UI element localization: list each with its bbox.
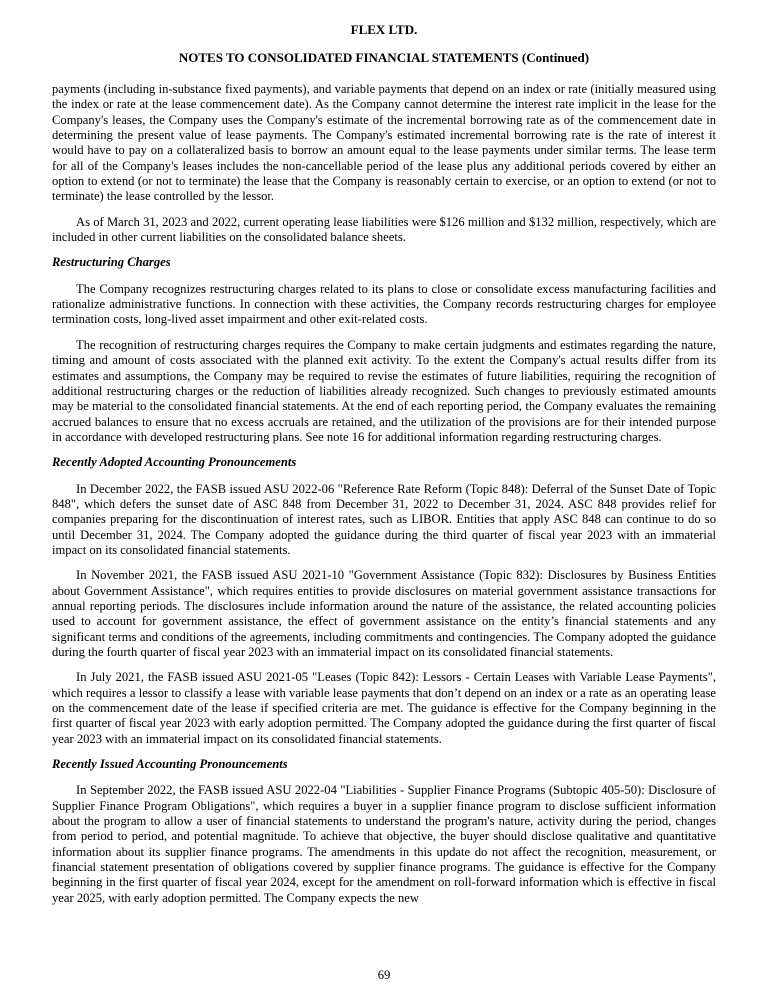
paragraph-operating-lease-liabilities: As of March 31, 2023 and 2022, current operating lease liabilities were $126 million and $132 million, respectively, which are included in other current liabilities on the consolidated balance sheets. xyxy=(52,214,716,245)
paragraph-restructuring-recognition: The Company recognizes restructuring charges related to its plans to close or consolidate excess manufacturing facilities and rationalize administrative functions. In connection with these activities, the Company records restructuring charges for employee termination costs, long-lived asset impairment and other exit-related costs. xyxy=(52,281,716,327)
paragraph-asu-2021-05: In July 2021, the FASB issued ASU 2021-05 "Leases (Topic 842): Lessors - Certain Leases with Variable Lease Payments", which requires a lessor to classify a lease with variable lease payments that don’t depend on an index or a rate as an operating lease on the commencement date of the lease if specified criteria are met. The guidance is effective for the Company beginning in the first quarter of fiscal year 2023 with early adoption permitted. The Company adopted the guidance during the first quarter of fiscal year 2023 with an immaterial impact on its consolidated financial statements. xyxy=(52,670,716,746)
paragraph-lease-continuation: payments (including in-substance fixed payments), and variable payments that depend on an index or rate (initially measured using the index or rate at the lease commencement date). As the Company cannot determine the interest rate implicit in the lease for the Company's leases, the Company uses the Company's estimate of the incremental borrowing rate as of the commencement date in determining the present value of lease payments. The Company's estimated incremental borrowing rate is the rate of interest it would have to pay on a collateralized basis to borrow an amount equal to the lease payments under similar terms. The lease term for all of the Company's leases includes the non-cancellable period of the lease plus any additional periods covered by either an option to extend (or not to terminate) the lease that the Company is reasonably certain to exercise, or an option to extend (or not to terminate) the lease controlled by the lessor. xyxy=(52,82,716,204)
company-name: FLEX LTD. xyxy=(350,22,418,37)
paragraph-asu-2022-04: In September 2022, the FASB issued ASU 2022-04 "Liabilities - Supplier Finance Programs (Subtopic 405-50): Disclosure of Supplier Finance Program Obligations", which requires a buyer in a supplier finance program to disclose sufficient information about the program to allow a user of financial statements to understand the program's nature, activity during the period, changes from period to period, and potential magnitude. To achieve that objective, the buyer should disclose qualitative and quantitative information about its supplier finance programs. The amendments in this update do not affect the recognition, measurement, or financial statement presentation of obligations covered by supplier finance programs. The guidance is effective for the Company beginning in the first quarter of fiscal year 2024, except for the amendment on roll-forward information which is effective in fiscal year 2025, with early adoption permitted. The Company expects the new xyxy=(52,783,716,905)
document-title: NOTES TO CONSOLIDATED FINANCIAL STATEMENTS (Continued) xyxy=(178,50,590,65)
paragraph-asu-2021-10: In November 2021, the FASB issued ASU 2021-10 "Government Assistance (Topic 832): Disclosures by Business Entities about Government Assistance", which requires entities to provide disclosures on material government assistance transactions for annual reporting periods. The disclosures include information around the nature of the assistance, the related accounting policies used to account for government assistance, the effect of government assistance on the entity’s financial statements and any significant terms and conditions of the agreements, including commitments and contingencies. The Company adopted the guidance during the fourth quarter of fiscal year 2023 with an immaterial impact on its consolidated financial statements. xyxy=(52,568,716,659)
paragraph-asu-2022-06: In December 2022, the FASB issued ASU 2022-06 "Reference Rate Reform (Topic 848): Deferral of the Sunset Date of Topic 848", which defers the sunset date of ASC 848 from December 31, 2022 to December 31, 2024. ASC 848 provides relief for companies preparing for the discontinuation of interest rates, such as LIBOR. Entities that apply ASC 848 can continue to do so until December 31, 2024. The Company adopted the guidance during the third quarter of fiscal year 2023 with an immaterial impact on its consolidated financial statements. xyxy=(52,481,716,557)
section-heading-restructuring-charges: Restructuring Charges xyxy=(52,255,171,270)
section-heading-recently-issued: Recently Issued Accounting Pronouncements xyxy=(52,757,288,772)
section-heading-recently-adopted: Recently Adopted Accounting Pronouncements xyxy=(52,455,297,470)
document-header xyxy=(52,22,716,65)
page-number: 69 xyxy=(377,968,391,982)
paragraph-restructuring-estimates: The recognition of restructuring charges requires the Company to make certain judgments and estimates regarding the nature, timing and amount of costs associated with the planned exit activity. To the extent the Company's actual results differ from its estimates and assumptions, the Company may be required to revise the estimates of future liabilities, requiring the recognition of additional restructuring charges or the reduction of liabilities already recognized. Such changes to previously estimated amounts may be material to the consolidated financial statements. At the end of each reporting period, the Company evaluates the remaining accrued balances to ensure that no excess accruals are retained, and the utilization of the provisions are for their intended purpose in accordance with developed restructuring plans. See note 16 for additional information regarding restructuring charges. xyxy=(52,337,716,444)
document-body xyxy=(52,82,716,906)
